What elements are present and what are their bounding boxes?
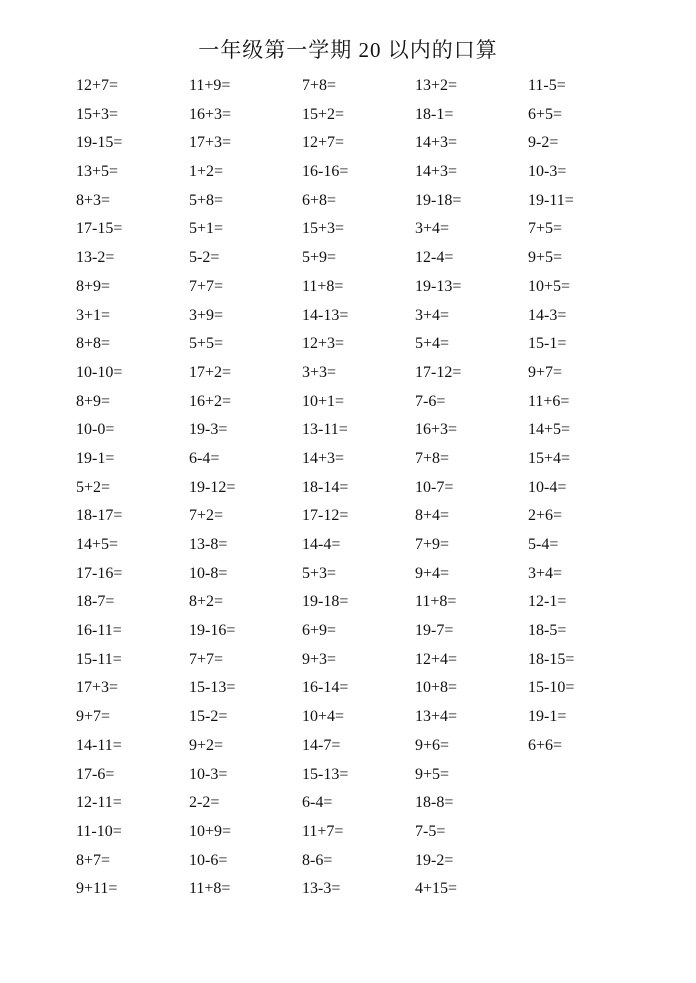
math-problem: 17+3= (189, 134, 232, 152)
math-problem: 11+8= (302, 277, 344, 295)
math-problem: 10-0= (76, 421, 115, 439)
math-problem: 8+7= (76, 851, 111, 869)
math-problem: 7+9= (415, 536, 450, 553)
math-problem: 13+2= (415, 77, 458, 94)
math-problem: 13-3= (302, 880, 341, 898)
math-problem: 5+3= (302, 564, 337, 582)
empty-cell (528, 847, 641, 876)
math-problem: 19-7= (415, 622, 454, 640)
math-problem: 4+15= (415, 880, 458, 898)
math-problem: 5+4= (415, 335, 450, 353)
math-problem: 14+3= (302, 449, 345, 467)
empty-cell (528, 789, 641, 818)
math-problem: 15+3= (76, 105, 119, 123)
math-problem: 10-10= (76, 363, 123, 381)
math-problem: 19-13= (415, 277, 462, 295)
math-problem: 5-2= (189, 249, 220, 267)
math-problem: 9+7= (76, 708, 111, 726)
math-problem: 19-18= (415, 191, 462, 209)
math-problem: 17+3= (76, 679, 119, 697)
math-problem: 10-4= (528, 478, 567, 496)
math-problem: 5+5= (189, 335, 224, 353)
math-problem: 16+3= (415, 421, 458, 439)
math-problem: 10-6= (189, 851, 228, 869)
math-problem: 15+2= (302, 105, 345, 123)
math-problem: 7+2= (189, 507, 224, 525)
math-problem: 12-11= (76, 794, 122, 812)
math-problem: 7-6= (415, 392, 446, 410)
math-problem: 14-13= (302, 306, 349, 324)
math-problem: 10+1= (302, 392, 345, 410)
math-problem: 7+5= (528, 220, 563, 238)
math-problem: 17-12= (302, 507, 349, 525)
math-problem: 3+3= (302, 363, 337, 381)
math-problem: 17-6= (76, 765, 115, 783)
math-problem: 10-7= (415, 478, 454, 496)
math-problem: 15-11= (76, 650, 122, 668)
math-problem: 12-1= (528, 593, 567, 611)
math-problem: 13-8= (189, 536, 228, 553)
math-problem: 5+8= (189, 191, 224, 209)
math-problem: 16-16= (302, 163, 349, 181)
math-problem: 15+4= (528, 449, 571, 467)
math-problem: 18-17= (76, 507, 123, 525)
math-problem: 11-10= (76, 822, 122, 840)
math-problem: 7+8= (302, 77, 337, 94)
math-problem: 7-5= (415, 822, 446, 840)
math-problem: 9-2= (528, 134, 559, 152)
math-problem: 9+7= (528, 363, 563, 381)
math-problem: 14+5= (528, 421, 571, 439)
math-problem: 18-1= (415, 105, 454, 123)
math-problem: 3+4= (528, 564, 563, 582)
math-problem: 12-4= (415, 249, 454, 267)
math-problem: 9+11= (76, 880, 118, 898)
math-problem: 11+6= (528, 392, 570, 410)
empty-cell (528, 761, 641, 790)
math-problem: 3+1= (76, 306, 111, 324)
math-problem: 19-12= (189, 478, 236, 496)
math-problem: 10-3= (528, 163, 567, 181)
problem-grid (76, 72, 641, 904)
math-problem: 17-16= (76, 564, 123, 582)
math-problem: 5+2= (76, 478, 111, 496)
math-problem: 8+4= (415, 507, 450, 525)
math-problem: 10+4= (302, 708, 345, 726)
math-problem: 8+9= (76, 392, 111, 410)
math-problem: 14+3= (415, 134, 458, 152)
math-problem: 10-3= (189, 765, 228, 783)
math-problem: 9+5= (528, 249, 563, 267)
math-problem: 18-5= (528, 622, 567, 640)
math-problem: 6-4= (189, 449, 220, 467)
math-problem: 2+6= (528, 507, 563, 525)
math-problem: 12+7= (76, 77, 119, 94)
math-problem: 5-4= (528, 536, 559, 553)
math-problem: 16+2= (189, 392, 232, 410)
math-problem: 9+5= (415, 765, 450, 783)
math-problem: 8+3= (76, 191, 111, 209)
math-problem: 19-1= (76, 449, 115, 467)
math-problem: 8+8= (76, 335, 111, 353)
math-problem: 19-1= (528, 708, 567, 726)
math-problem: 18-15= (528, 650, 575, 668)
math-problem: 1+2= (189, 163, 224, 181)
math-problem: 7+8= (415, 449, 450, 467)
math-problem: 14-7= (302, 736, 341, 754)
math-problem: 6-4= (302, 794, 333, 812)
math-problem: 12+3= (302, 335, 345, 353)
math-problem: 15-13= (302, 765, 349, 783)
math-problem: 3+4= (415, 220, 450, 238)
math-problem: 19-3= (189, 421, 228, 439)
math-problem: 17-12= (415, 363, 462, 381)
math-problem: 6+9= (302, 622, 337, 640)
empty-cell (528, 818, 641, 847)
math-problem: 13-2= (76, 249, 115, 267)
math-problem: 14-4= (302, 536, 341, 553)
math-problem: 10+5= (528, 277, 571, 295)
math-problem: 6+6= (528, 736, 563, 754)
math-problem: 11+9= (189, 77, 231, 94)
math-problem: 6+5= (528, 105, 563, 123)
math-problem: 2-2= (189, 794, 220, 812)
math-problem: 10+8= (415, 679, 458, 697)
math-problem: 8-6= (302, 851, 333, 869)
math-problem: 3+4= (415, 306, 450, 324)
math-problem: 9+4= (415, 564, 450, 582)
math-problem: 15-10= (528, 679, 575, 697)
empty-cell (528, 875, 641, 904)
math-problem: 7+7= (189, 277, 224, 295)
math-problem: 10+9= (189, 822, 232, 840)
math-problem: 6+8= (302, 191, 337, 209)
math-problem: 15+3= (302, 220, 345, 238)
math-problem: 10-8= (189, 564, 228, 582)
math-problem: 19-16= (189, 622, 236, 640)
math-problem: 11+7= (302, 822, 344, 840)
math-problem: 14+5= (76, 536, 119, 553)
math-problem: 9+3= (302, 650, 337, 668)
math-problem: 13+4= (415, 708, 458, 726)
math-problem: 7+7= (189, 650, 224, 668)
math-problem: 16-11= (76, 622, 122, 640)
math-problem: 19-15= (76, 134, 123, 152)
math-problem: 8+9= (76, 277, 111, 295)
math-problem: 17-15= (76, 220, 123, 238)
math-problem: 17+2= (189, 363, 232, 381)
math-problem: 16+3= (189, 105, 232, 123)
math-problem: 9+2= (189, 736, 224, 754)
math-problem: 18-8= (415, 794, 454, 812)
worksheet-title: 一年级第一学期 20 以内的口算 (198, 38, 498, 62)
math-problem: 11+8= (415, 593, 457, 611)
math-problem: 11-5= (528, 77, 566, 94)
math-problem: 16-14= (302, 679, 349, 697)
math-problem: 15-1= (528, 335, 567, 353)
math-problem: 12+4= (415, 650, 458, 668)
math-problem: 19-18= (302, 593, 349, 611)
math-problem: 19-2= (415, 851, 454, 869)
math-problem: 9+6= (415, 736, 450, 754)
math-problem: 19-11= (528, 191, 574, 209)
math-problem: 3+9= (189, 306, 224, 324)
math-problem: 12+7= (302, 134, 345, 152)
math-problem: 13-11= (302, 421, 348, 439)
math-problem: 14+3= (415, 163, 458, 181)
math-problem: 14-3= (528, 306, 567, 324)
math-problem: 5+1= (189, 220, 224, 238)
math-problem: 8+2= (189, 593, 224, 611)
math-problem: 18-7= (76, 593, 115, 611)
math-problem: 14-11= (76, 736, 122, 754)
math-problem: 11+8= (189, 880, 231, 898)
math-problem: 13+5= (76, 163, 119, 181)
math-problem: 5+9= (302, 249, 337, 267)
math-problem: 15-13= (189, 679, 236, 697)
math-problem: 18-14= (302, 478, 349, 496)
math-problem: 15-2= (189, 708, 228, 726)
